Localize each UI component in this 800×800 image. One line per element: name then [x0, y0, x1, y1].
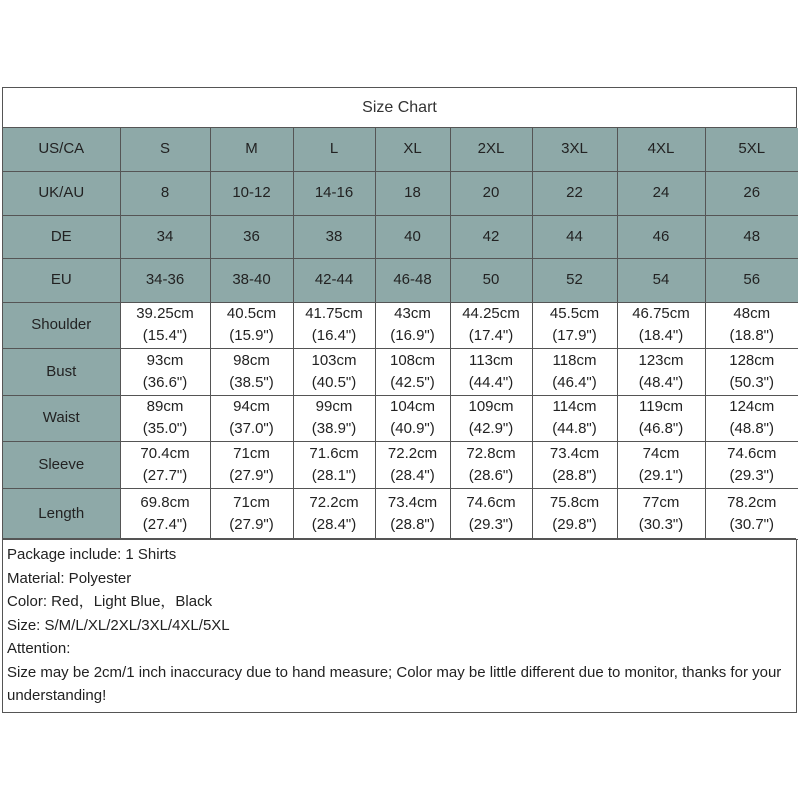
measurement-cell [375, 441, 450, 488]
measurement-cell [450, 302, 532, 348]
measurement-cm: 69.8cm [140, 493, 190, 511]
size-cell: L [293, 128, 375, 171]
size-row [3, 171, 798, 215]
measurement-inch: (16.9") [390, 327, 435, 344]
measurement-cell [532, 348, 617, 395]
measurement-cell [120, 488, 210, 539]
measurement-cell [705, 488, 798, 539]
measurement-cm: 73.4cm [549, 444, 600, 462]
measurement-inch: (18.4") [638, 327, 684, 344]
note-color: Color: Red，Light Blue，Black [7, 593, 213, 610]
note-attention: Attention: [7, 640, 71, 657]
measurement-cell [617, 395, 705, 441]
measurement-cm: 99cm [315, 398, 353, 415]
size-cell: 24 [617, 171, 705, 215]
size-cell: 54 [617, 258, 705, 302]
measurement-cm: 74.6cm [727, 444, 777, 462]
measurement-inch: (48.8") [729, 420, 774, 437]
measurement-row [3, 302, 798, 348]
measurement-inch: (29.3") [468, 515, 514, 533]
size-cell: 8 [120, 171, 210, 215]
measurement-cm: 75.8cm [549, 493, 600, 511]
measurement-cm: 44.25cm [462, 305, 520, 322]
size-row [3, 215, 798, 258]
measurement-cell [450, 348, 532, 395]
product-notes [3, 538, 796, 708]
measurement-cm: 113cm [469, 351, 513, 369]
measurement-cm: 74.6cm [466, 493, 516, 511]
measurement-cell [375, 395, 450, 441]
measurement-cell [532, 395, 617, 441]
measurement-row [3, 348, 798, 395]
measurement-cell [210, 441, 293, 488]
measurement-inch: (27.9") [229, 515, 274, 533]
measurement-inch: (37.0") [229, 420, 274, 437]
measurement-cell [617, 348, 705, 395]
size-cell: 46 [617, 215, 705, 258]
measurement-cell [120, 395, 210, 441]
measurement-cm: 103cm [311, 351, 357, 369]
measurement-cm: 89cm [146, 398, 184, 415]
size-cell: 46-48 [375, 258, 450, 302]
size-cell: 4XL [617, 128, 705, 171]
measurement-cm: 39.25cm [136, 305, 194, 322]
size-cell: 56 [705, 258, 798, 302]
measurement-cm: 119cm [639, 398, 683, 415]
measurement-cell [617, 441, 705, 488]
measurement-inch: (28.4") [390, 466, 435, 484]
measurement-cell [705, 441, 798, 488]
measurement-cell [375, 488, 450, 539]
measurement-inch: (28.1") [311, 466, 357, 484]
measurement-inch: (46.8") [638, 420, 684, 437]
measurement-inch: (15.9") [229, 327, 274, 344]
measurement-inch: (42.5") [390, 373, 435, 391]
measurement-cell [375, 348, 450, 395]
measurement-inch: (30.3") [638, 515, 684, 533]
measurement-cm: 72.2cm [387, 444, 438, 462]
measurement-cell [617, 302, 705, 348]
measurement-inch: (28.6") [468, 466, 514, 484]
measurement-inch: (28.4") [311, 515, 357, 533]
measurement-cell [705, 395, 798, 441]
size-cell: S [120, 128, 210, 171]
measurement-inch: (50.3") [729, 373, 774, 391]
measurement-cm: 43cm [394, 305, 431, 322]
size-cell: 34 [120, 215, 210, 258]
measurement-cm: 94cm [233, 398, 270, 415]
chart-title: Size Chart [3, 88, 796, 128]
measurement-inch: (29.3") [729, 466, 774, 484]
measurement-label: Length [3, 488, 120, 539]
measurement-cm: 71cm [233, 493, 270, 511]
size-row-label: EU [3, 258, 120, 302]
measurement-inch: (15.4") [142, 327, 188, 344]
measurement-inch: (18.8") [729, 327, 774, 344]
measurement-inch: (46.4") [552, 373, 597, 391]
measurement-cm: 46.75cm [632, 305, 690, 322]
size-cell: 3XL [532, 128, 617, 171]
measurement-cm: 118cm [552, 351, 597, 369]
measurement-inch: (30.7") [729, 515, 774, 533]
size-cell: 48 [705, 215, 798, 258]
size-cell: 50 [450, 258, 532, 302]
measurement-cm: 40.5cm [226, 305, 277, 322]
measurement-cell [293, 395, 375, 441]
measurement-cm: 93cm [146, 351, 184, 369]
measurement-cm: 77cm [642, 493, 680, 511]
size-cell: 52 [532, 258, 617, 302]
measurement-inch: (27.9") [229, 466, 274, 484]
size-table [3, 128, 798, 540]
measurement-row [3, 441, 798, 488]
note-size: Size: S/M/L/XL/2XL/3XL/4XL/5XL [7, 616, 230, 634]
size-cell: 10-12 [210, 171, 293, 215]
size-row-label: UK/AU [3, 171, 120, 215]
measurement-inch: (28.8") [552, 466, 597, 484]
size-cell: 36 [210, 215, 293, 258]
measurement-cm: 45.5cm [549, 305, 600, 322]
size-row-label: US/CA [3, 128, 120, 171]
measurement-cell [210, 348, 293, 395]
measurement-cell [375, 302, 450, 348]
measurement-cm: 123cm [638, 351, 684, 369]
size-cell: 5XL [705, 128, 798, 171]
measurement-cell [120, 348, 210, 395]
measurement-row [3, 488, 798, 539]
measurement-cm: 71cm [233, 444, 270, 462]
measurement-cell [617, 488, 705, 539]
measurement-cell [293, 348, 375, 395]
measurement-label: Shoulder [3, 302, 120, 348]
measurement-cell [532, 488, 617, 539]
measurement-inch: (36.6") [142, 373, 188, 391]
measurement-cm: 74cm [642, 444, 680, 462]
note-material: Material: Polyester [7, 569, 132, 587]
measurement-inch: (27.7") [142, 466, 188, 484]
measurement-cell [293, 441, 375, 488]
measurement-cell [532, 302, 617, 348]
measurement-cell [705, 302, 798, 348]
measurement-cell [120, 302, 210, 348]
measurement-cm: 108cm [389, 351, 436, 369]
measurement-cm: 71.6cm [309, 444, 359, 462]
measurement-label: Waist [3, 395, 120, 441]
measurement-inch: (35.0") [142, 420, 188, 437]
measurement-cm: 98cm [233, 351, 270, 369]
measurement-cm: 70.4cm [140, 444, 190, 462]
measurement-cell [293, 302, 375, 348]
measurement-inch: (17.9") [552, 327, 597, 344]
size-cell: 40 [375, 215, 450, 258]
measurement-inch: (27.4") [142, 515, 188, 533]
measurement-cm: 104cm [389, 398, 436, 415]
measurement-inch: (42.9") [468, 420, 514, 437]
size-cell: 34-36 [120, 258, 210, 302]
measurement-cm: 48cm [733, 305, 771, 322]
measurement-cm: 41.75cm [305, 305, 363, 322]
size-cell: 14-16 [293, 171, 375, 215]
measurement-cm: 73.4cm [387, 493, 438, 511]
note-disclaimer: Size may be 2cm/1 inch inaccuracy due to hand measure; Color may be little different due to monitor, thanks for your understanding! [7, 663, 782, 704]
measurement-label: Sleeve [3, 441, 120, 488]
measurement-cm: 114cm [552, 398, 597, 415]
measurement-cm: 72.8cm [466, 444, 516, 462]
size-cell: 38-40 [210, 258, 293, 302]
size-chart-sheet [2, 87, 797, 713]
measurement-inch: (40.5") [311, 373, 357, 391]
measurement-cell [450, 395, 532, 441]
size-cell: 18 [375, 171, 450, 215]
measurement-inch: (38.9") [311, 420, 357, 437]
measurement-inch: (44.4") [468, 373, 514, 391]
measurement-cell [293, 488, 375, 539]
size-row [3, 128, 798, 171]
measurement-inch: (28.8") [390, 515, 435, 533]
size-cell: 20 [450, 171, 532, 215]
measurement-cell [210, 302, 293, 348]
size-cell: 26 [705, 171, 798, 215]
note-package: Package include: 1 Shirts [7, 546, 177, 563]
measurement-cell [532, 441, 617, 488]
size-cell: 38 [293, 215, 375, 258]
size-cell: 44 [532, 215, 617, 258]
measurement-label: Bust [3, 348, 120, 395]
measurement-inch: (48.4") [638, 373, 684, 391]
measurement-inch: (38.5") [229, 373, 274, 391]
measurement-inch: (44.8") [552, 420, 597, 437]
measurement-cell [210, 395, 293, 441]
size-row-label: DE [3, 215, 120, 258]
measurement-inch: (29.1") [638, 466, 684, 484]
size-cell: M [210, 128, 293, 171]
measurement-inch: (17.4") [468, 327, 514, 344]
size-cell: XL [375, 128, 450, 171]
measurement-inch: (40.9") [390, 420, 435, 437]
measurement-cm: 78.2cm [727, 493, 777, 511]
measurement-cell [450, 488, 532, 539]
measurement-inch: (16.4") [311, 327, 357, 344]
measurement-cell [120, 441, 210, 488]
measurement-cm: 124cm [729, 398, 775, 415]
measurement-cell [705, 348, 798, 395]
measurement-cell [450, 441, 532, 488]
measurement-cm: 72.2cm [309, 493, 359, 511]
size-cell: 2XL [450, 128, 532, 171]
size-cell: 42-44 [293, 258, 375, 302]
measurement-cm: 109cm [468, 398, 514, 415]
measurement-inch: (29.8") [552, 515, 597, 533]
measurement-cm: 128cm [729, 351, 775, 369]
size-row [3, 258, 798, 302]
size-cell: 22 [532, 171, 617, 215]
measurement-row [3, 395, 798, 441]
measurement-cell [210, 488, 293, 539]
size-cell: 42 [450, 215, 532, 258]
